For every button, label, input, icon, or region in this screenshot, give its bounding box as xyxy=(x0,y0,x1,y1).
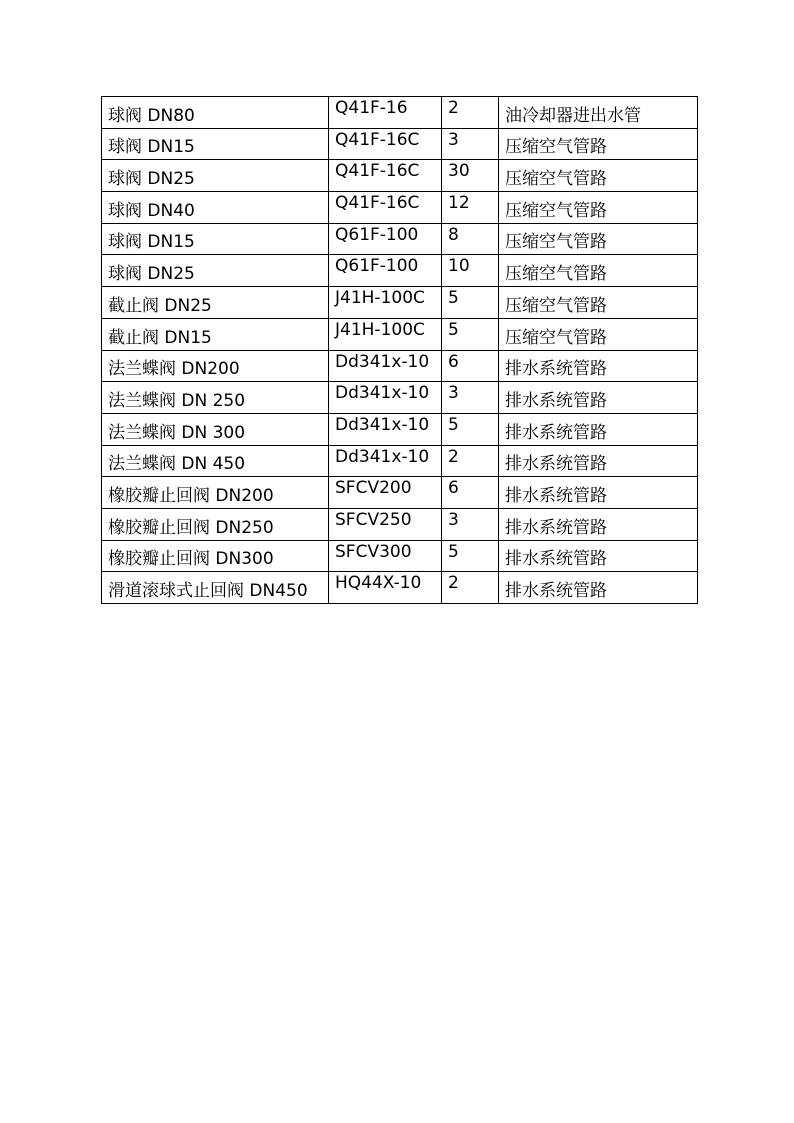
valve-model-cell: SFCV300 xyxy=(329,540,442,572)
valve-name-cell: 球阀 DN40 xyxy=(102,192,329,224)
valve-name-cell: 球阀 DN15 xyxy=(102,128,329,160)
valve-table-body xyxy=(102,97,698,604)
valve-usage-cell: 排水系统管路 xyxy=(499,572,698,604)
valve-model-cell: Dd341x-10 xyxy=(329,413,442,445)
valve-model-cell: Q41F-16C xyxy=(329,160,442,192)
valve-name-cell: 滑道滚球式止回阀 DN450 xyxy=(102,572,329,604)
table-row xyxy=(102,223,698,255)
valve-model-cell: Dd341x-10 xyxy=(329,350,442,382)
valve-usage-cell: 油冷却器进出水管 xyxy=(499,97,698,129)
valve-name-cell: 法兰蝶阀 DN 300 xyxy=(102,413,329,445)
valve-quantity-cell: 3 xyxy=(442,382,499,414)
valve-quantity-cell: 6 xyxy=(442,477,499,509)
table-row xyxy=(102,445,698,477)
table-row xyxy=(102,97,698,129)
valve-model-cell: J41H-100C xyxy=(329,318,442,350)
table-row xyxy=(102,572,698,604)
valve-usage-cell: 排水系统管路 xyxy=(499,413,698,445)
valve-quantity-cell: 5 xyxy=(442,413,499,445)
table-row xyxy=(102,382,698,414)
valve-quantity-cell: 8 xyxy=(442,223,499,255)
valve-usage-cell: 排水系统管路 xyxy=(499,350,698,382)
valve-name-cell: 球阀 DN80 xyxy=(102,97,329,129)
valve-quantity-cell: 5 xyxy=(442,540,499,572)
valve-quantity-cell: 10 xyxy=(442,255,499,287)
valve-model-cell: Q41F-16C xyxy=(329,128,442,160)
valve-model-cell: Q41F-16C xyxy=(329,192,442,224)
valve-quantity-cell: 3 xyxy=(442,508,499,540)
valve-name-cell: 球阀 DN15 xyxy=(102,223,329,255)
valve-name-cell: 橡胶瓣止回阀 DN300 xyxy=(102,540,329,572)
table-row xyxy=(102,160,698,192)
valve-quantity-cell: 2 xyxy=(442,572,499,604)
valve-model-cell: SFCV250 xyxy=(329,508,442,540)
valve-name-cell: 橡胶瓣止回阀 DN200 xyxy=(102,477,329,509)
valve-usage-cell: 排水系统管路 xyxy=(499,508,698,540)
valve-quantity-cell: 30 xyxy=(442,160,499,192)
valve-quantity-cell: 5 xyxy=(442,287,499,319)
table-row xyxy=(102,255,698,287)
valve-name-cell: 球阀 DN25 xyxy=(102,255,329,287)
valve-model-cell: Q61F-100 xyxy=(329,255,442,287)
table-row xyxy=(102,350,698,382)
valve-table xyxy=(101,96,698,604)
valve-name-cell: 法兰蝶阀 DN 450 xyxy=(102,445,329,477)
table-row xyxy=(102,192,698,224)
valve-usage-cell: 排水系统管路 xyxy=(499,477,698,509)
valve-quantity-cell: 6 xyxy=(442,350,499,382)
table-row xyxy=(102,128,698,160)
valve-usage-cell: 排水系统管路 xyxy=(499,540,698,572)
valve-model-cell: Dd341x-10 xyxy=(329,445,442,477)
valve-model-cell: J41H-100C xyxy=(329,287,442,319)
valve-quantity-cell: 12 xyxy=(442,192,499,224)
valve-model-cell: SFCV200 xyxy=(329,477,442,509)
valve-usage-cell: 压缩空气管路 xyxy=(499,128,698,160)
valve-usage-cell: 压缩空气管路 xyxy=(499,160,698,192)
table-row xyxy=(102,413,698,445)
valve-usage-cell: 压缩空气管路 xyxy=(499,255,698,287)
table-row xyxy=(102,287,698,319)
valve-model-cell: Dd341x-10 xyxy=(329,382,442,414)
valve-model-cell: Q61F-100 xyxy=(329,223,442,255)
valve-quantity-cell: 2 xyxy=(442,97,499,129)
valve-usage-cell: 压缩空气管路 xyxy=(499,192,698,224)
valve-quantity-cell: 5 xyxy=(442,318,499,350)
valve-usage-cell: 排水系统管路 xyxy=(499,382,698,414)
valve-quantity-cell: 2 xyxy=(442,445,499,477)
valve-usage-cell: 排水系统管路 xyxy=(499,445,698,477)
valve-model-cell: HQ44X-10 xyxy=(329,572,442,604)
valve-name-cell: 法兰蝶阀 DN 250 xyxy=(102,382,329,414)
valve-quantity-cell: 3 xyxy=(442,128,499,160)
table-row xyxy=(102,477,698,509)
table-row xyxy=(102,318,698,350)
valve-name-cell: 法兰蝶阀 DN200 xyxy=(102,350,329,382)
valve-name-cell: 截止阀 DN15 xyxy=(102,318,329,350)
valve-name-cell: 球阀 DN25 xyxy=(102,160,329,192)
valve-name-cell: 截止阀 DN25 xyxy=(102,287,329,319)
table-row xyxy=(102,508,698,540)
valve-usage-cell: 压缩空气管路 xyxy=(499,287,698,319)
valve-name-cell: 橡胶瓣止回阀 DN250 xyxy=(102,508,329,540)
valve-model-cell: Q41F-16 xyxy=(329,97,442,129)
valve-usage-cell: 压缩空气管路 xyxy=(499,223,698,255)
valve-usage-cell: 压缩空气管路 xyxy=(499,318,698,350)
table-row xyxy=(102,540,698,572)
